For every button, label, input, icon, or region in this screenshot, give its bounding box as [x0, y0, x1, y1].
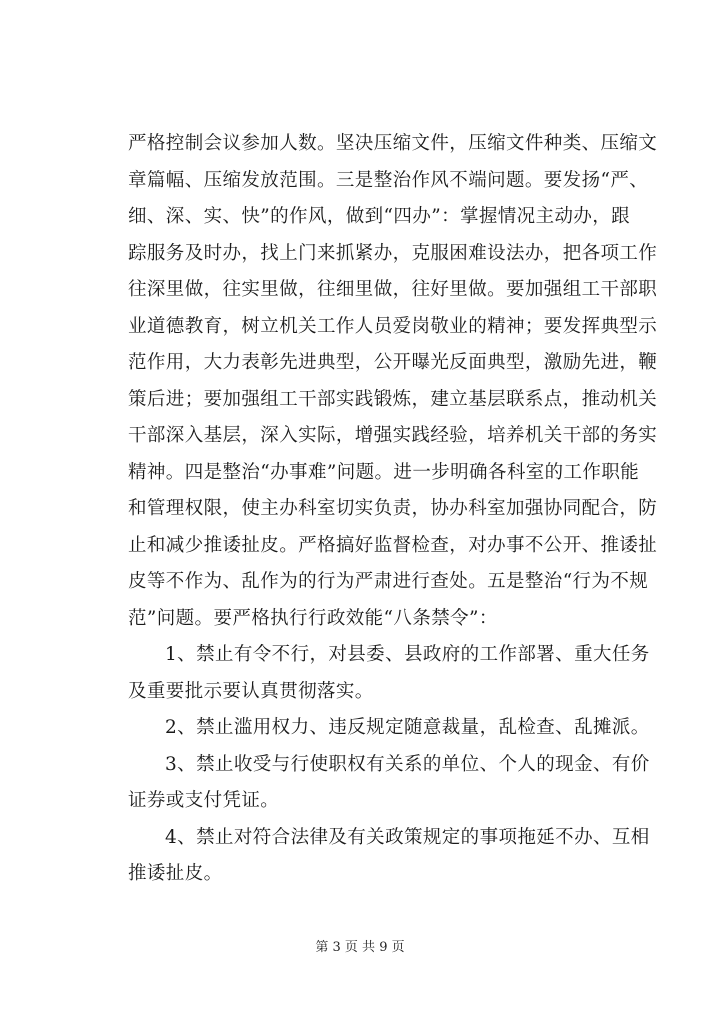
list-item-2-line: 2、禁止滥用权力、违反规定随意裁量，乱检查、乱摊派。: [165, 717, 650, 738]
text-line: 策后进；要加强组工干部实践锻炼，建立基层联系点，推动机关: [128, 388, 658, 410]
text-line: 章篇幅、压缩发放范围。三是整治作风不端问题。要发扬“严、: [128, 169, 649, 191]
text-line: 业道德教育，树立机关工作人员爱岗敬业的精神；要发挥典型示: [128, 315, 658, 337]
text-line: 往深里做，往实里做，往细里做，往好里做。要加强组工干部职: [128, 279, 658, 300]
list-item-4-line: 4、禁止对符合法律及有关政策规定的事项拖延不办、互相: [165, 826, 650, 848]
document-body: [128, 126, 658, 893]
text-line: 止和减少推诿扯皮。严格搞好监督检查，对办事不公开、推诿扯: [128, 534, 658, 556]
list-item-3-continuation: 证券或支付凭证。: [128, 790, 280, 811]
text-line: 范作用，大力表彰先进典型，公开曝光反面典型，激励先进，鞭: [128, 352, 658, 373]
list-item-1-continuation: 及重要批示要认真贯彻落实。: [128, 680, 374, 702]
text-line: 精神。四是整治“办事难”问题。进一步明确各科室的工作职能: [128, 461, 640, 483]
text-line: 踪服务及时办，找上门来抓紧办，克服困难设法办，把各项工作: [128, 242, 658, 264]
list-item-3-line: 3、禁止收受与行使职权有关系的单位、个人的现金、有价: [165, 753, 650, 775]
list-item-1-line: 1、禁止有令不行，对县委、县政府的工作部署、重大任务: [165, 644, 650, 665]
list-item-4-continuation: 推诿扯皮。: [128, 863, 223, 884]
text-line: 干部深入基层，深入实际，增强实践经验，培养机关干部的务实: [128, 425, 658, 446]
text-line: 和管理权限，使主办科室切实负责，协办科室加强协同配合，防: [128, 498, 658, 519]
text-line: 皮等不作为、乱作为的行为严肃进行查处。五是整治“行为不规: [128, 571, 649, 592]
text-line: 严格控制会议参加人数。坚决压缩文件，压缩文件种类、压缩文: [128, 133, 658, 154]
text-line: 范”问题。要严格执行行政效能“八条禁令”：: [128, 607, 498, 629]
page-number-footer: 第 3 页 共 9 页: [315, 940, 405, 955]
text-line: 细、深、实、快”的作风，做到“四办”：掌握情况主动办，跟: [128, 206, 631, 227]
